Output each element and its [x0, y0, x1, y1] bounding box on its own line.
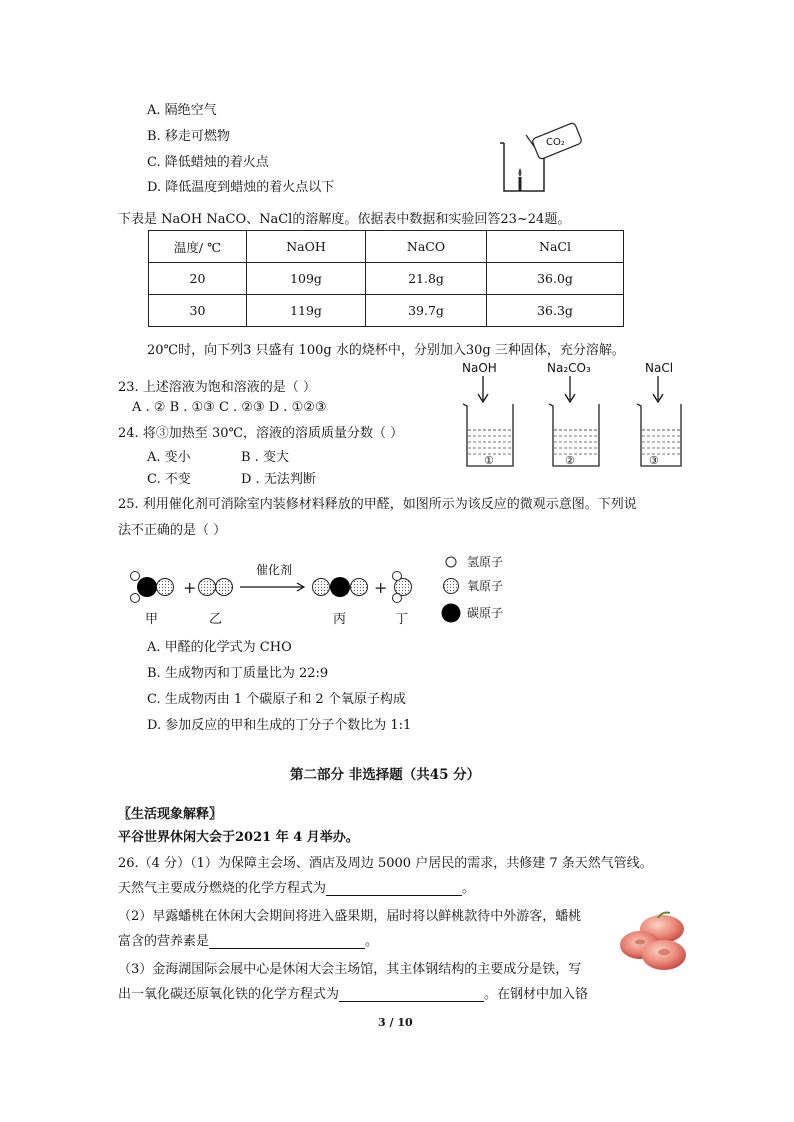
q26-line4-text: 富含的营养素是 — [118, 934, 210, 949]
header-naoh: NaOH — [247, 231, 366, 263]
header-temperature: 温度/ ℃ — [149, 231, 247, 263]
page-number: 3 / 10 — [378, 1016, 413, 1029]
table-cell: 30 — [149, 295, 247, 327]
beaker-1 — [462, 361, 513, 467]
table-cell: 39.7g — [366, 295, 487, 327]
beaker-3 — [637, 361, 681, 467]
section-label: 〖生活现象解释〗 — [118, 807, 223, 822]
q25-option-b: B. 生成物丙和丁质量比为 22:9 — [147, 666, 329, 681]
three-beakers-figure — [455, 360, 685, 475]
q25-option-d: D. 参加反应的甲和生成的丁分子个数比为 1:1 — [147, 718, 412, 733]
q23-stem: 23. 上述溶液为饱和溶液的是（ ） — [118, 380, 316, 395]
molecule-bing — [313, 577, 368, 597]
q26-line1: 26.（4 分）（1）为保障主会场、酒店及周边 5000 户居民的需求，共修建 7 条天然气管线。 — [118, 856, 653, 871]
q26-line2-end: 。 — [462, 881, 476, 896]
q26-line4-end: 。 — [365, 934, 379, 949]
legend-oxygen: 氧原子 — [467, 579, 504, 593]
plus-sign: + — [183, 578, 197, 597]
table-intro: 下表是 NaOH NaCO、NaCl的溶解度。依据表中数据和实验回答23~24题。 — [118, 212, 571, 227]
table-header-row — [149, 231, 624, 263]
solubility-table — [148, 230, 624, 327]
q25-stem-line1: 25. 利用催化剂可消除室内装修材料释放的甲醛，如图所示为该反应的微观示意图。下列说 — [118, 497, 637, 512]
reaction-diagram — [125, 550, 525, 635]
plus-sign-2: + — [374, 578, 388, 597]
peach-image — [618, 905, 690, 977]
legend-carbon: 碳原子 — [467, 606, 504, 620]
q24-stem: 24. 将③加热至 30℃，溶液的溶质质量分数（ ） — [118, 426, 404, 441]
q22-option-d: D. 降低温度到蜡烛的着火点以下 — [147, 180, 335, 195]
beaker-3-label: NaCl — [645, 361, 674, 375]
table-cell: 109g — [247, 263, 366, 295]
part2-title: 第二部分 非选择题（共45 分） — [290, 767, 481, 783]
legend-hydrogen: 氢原子 — [467, 555, 504, 569]
header-na2co3: NaCO — [366, 231, 487, 263]
q26-line6 — [118, 983, 588, 1002]
beaker-1-label: NaOH — [462, 361, 497, 375]
catalyst-label: 催化剂 — [256, 563, 293, 577]
q24-option-a: A. 变小 — [147, 450, 191, 465]
q23-options: A . ② B . ①③ C . ②③ D . ①②③ — [132, 400, 327, 415]
table-cell: 36.3g — [487, 295, 624, 327]
q26-line2-text: 天然气主要成分燃烧的化学方程式为 — [118, 881, 327, 896]
q26-line6-text: 出一氧化碳还原氧化铁的化学方程式为 — [118, 987, 340, 1002]
answer-blank-1[interactable] — [326, 881, 462, 896]
q22-option-b: B. 移走可燃物 — [147, 129, 230, 144]
name-jia: 甲 — [145, 612, 159, 627]
q26-line6-end: 。在钢材中加入铬 — [484, 987, 589, 1002]
beaker-2-label: Na₂CO₃ — [547, 361, 591, 375]
q24-option-d: D . 无法判断 — [241, 472, 316, 487]
name-ding: 丁 — [395, 612, 409, 627]
event-line: 平谷世界休闲大会于2021 年 4 月举办。 — [118, 830, 359, 845]
q25-option-c: C. 生成物丙由 1 个碳原子和 2 个氧原子构成 — [147, 692, 406, 707]
table-cell: 119g — [247, 295, 366, 327]
answer-blank-2[interactable] — [209, 934, 365, 949]
name-yi: 乙 — [209, 612, 223, 627]
table-cell: 20 — [149, 263, 247, 295]
table-row — [149, 295, 624, 327]
q25-stem-line2: 法不正确的是（ ） — [118, 523, 227, 538]
molecule-ding — [393, 572, 412, 603]
q22-option-a: A. 隔绝空气 — [147, 103, 217, 118]
table-row — [149, 263, 624, 295]
q26-line5: （3）金海湖国际会展中心是休闲大会主场馆，其主体钢结构的主要成分是铁，写 — [118, 962, 582, 977]
q26-line2 — [118, 877, 475, 896]
q25-option-a: A. 甲醛的化学式为 CHO — [147, 640, 292, 655]
q26-line4 — [118, 930, 378, 949]
co2-label: CO₂ — [546, 137, 565, 148]
molecule-jia — [131, 572, 174, 603]
q26-line3: （2）早露蟠桃在休闲大会期间将进入盛果期，届时将以鲜桃款待中外游客，蟠桃 — [118, 909, 582, 924]
name-bing: 丙 — [333, 612, 347, 627]
atom-legend — [442, 555, 504, 623]
beaker-1-number: ① — [484, 454, 494, 467]
q22-option-c: C. 降低蜡烛的着火点 — [147, 155, 269, 170]
beaker-3-number: ③ — [649, 454, 659, 467]
co2-beaker-figure — [500, 125, 590, 195]
table-cell: 21.8g — [366, 263, 487, 295]
q24-option-c: C. 不变 — [147, 472, 191, 487]
answer-blank-3[interactable] — [339, 987, 484, 1002]
beaker-2-number: ② — [565, 454, 575, 467]
beaker-2 — [547, 361, 599, 467]
molecule-yi — [199, 579, 233, 596]
table-cell: 36.0g — [487, 263, 624, 295]
experiment-text: 20℃时，向下列3 只盛有 100g 水的烧杯中，分别加入30g 三种固体，充分溶解。 — [147, 343, 625, 358]
header-nacl: NaCl — [487, 231, 624, 263]
q24-option-b: B . 变大 — [241, 450, 289, 465]
